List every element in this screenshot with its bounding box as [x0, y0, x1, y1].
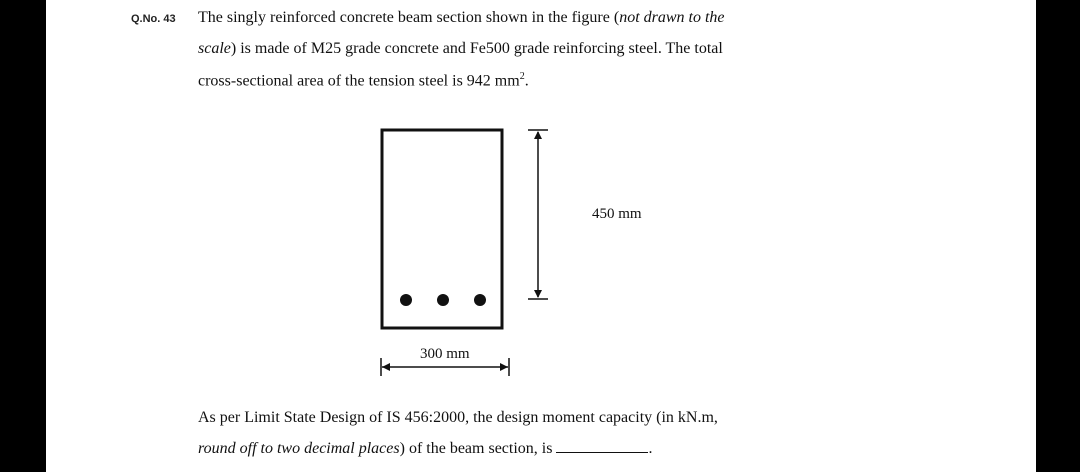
superscript: 2 — [519, 71, 525, 82]
text-segment: . — [524, 72, 529, 90]
question-text-line-4: As per Limit State Design of IS 456:2000, the design moment capacity (in kN.m, — [198, 409, 718, 426]
rebar-3 — [474, 294, 486, 306]
question-text-line-2 — [198, 40, 723, 58]
question-text-line-3 — [198, 71, 529, 90]
text-segment: cross-sectional area of the tension steel is 942 mm — [198, 72, 520, 90]
width-arrow-right — [500, 363, 508, 371]
text-segment: . — [648, 440, 653, 457]
text-segment: ) is made of M25 grade concrete and Fe500 grade reinforcing steel. The total — [230, 40, 723, 57]
width-arrow-left — [382, 363, 390, 371]
question-page — [46, 0, 1036, 472]
question-text-line-5 — [198, 440, 652, 458]
rebar-1 — [400, 294, 412, 306]
width-label: 300 mm — [420, 346, 470, 362]
depth-label: 450 mm — [592, 206, 642, 222]
beam-diagram — [366, 122, 666, 382]
question-number: Q.No. 43 — [131, 13, 176, 25]
question-text-line-1 — [198, 9, 725, 27]
depth-arrow-bottom — [534, 290, 542, 298]
depth-arrow-top — [534, 131, 542, 139]
italic-segment: scale — [198, 40, 231, 57]
text-segment: ) of the beam section, is — [399, 440, 553, 457]
text-segment: The singly reinforced concrete beam section shown in the figure ( — [198, 9, 620, 26]
rebar-2 — [437, 294, 449, 306]
italic-segment: not drawn to the — [619, 9, 725, 26]
italic-segment: round off to two decimal places — [198, 440, 400, 457]
answer-blank[interactable] — [556, 440, 648, 453]
beam-section-figure — [366, 122, 666, 387]
